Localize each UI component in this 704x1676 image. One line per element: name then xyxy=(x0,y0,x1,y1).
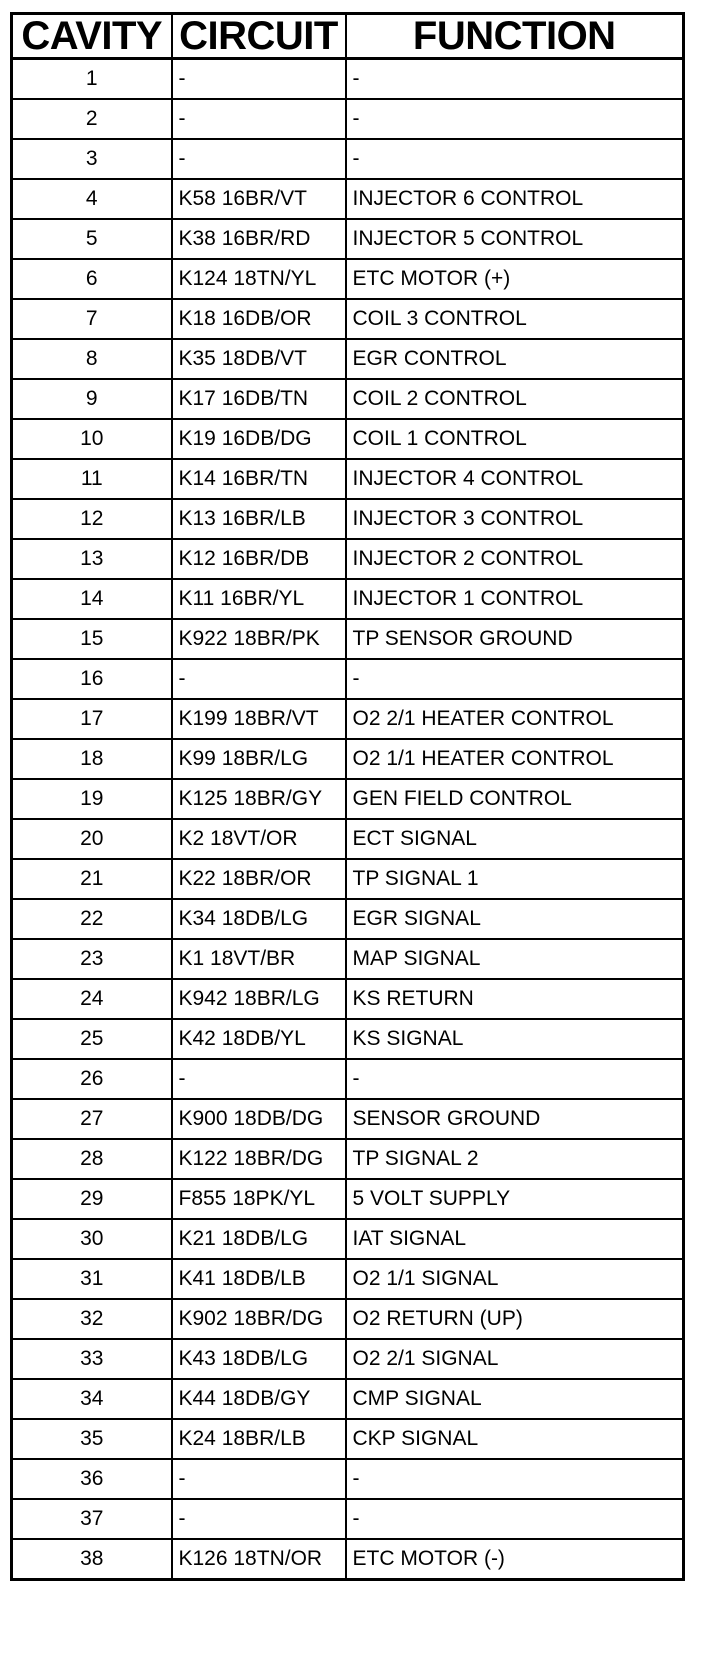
function-cell: O2 2/1 SIGNAL xyxy=(346,1339,684,1379)
function-cell: O2 RETURN (UP) xyxy=(346,1299,684,1339)
function-cell: EGR SIGNAL xyxy=(346,899,684,939)
function-cell: INJECTOR 5 CONTROL xyxy=(346,219,684,259)
cavity-cell: 16 xyxy=(12,659,172,699)
cavity-cell: 26 xyxy=(12,1059,172,1099)
function-cell: - xyxy=(346,139,684,179)
cavity-cell: 13 xyxy=(12,539,172,579)
cavity-cell: 24 xyxy=(12,979,172,1019)
cavity-cell: 11 xyxy=(12,459,172,499)
cavity-cell: 17 xyxy=(12,699,172,739)
cavity-cell: 34 xyxy=(12,1379,172,1419)
circuit-cell: - xyxy=(172,1459,346,1499)
table-row xyxy=(12,339,684,379)
cavity-cell: 28 xyxy=(12,1139,172,1179)
table-row xyxy=(12,1019,684,1059)
table-row xyxy=(12,1539,684,1580)
cavity-cell: 33 xyxy=(12,1339,172,1379)
circuit-cell: K13 16BR/LB xyxy=(172,499,346,539)
table-row xyxy=(12,459,684,499)
table-row xyxy=(12,1379,684,1419)
cavity-cell: 5 xyxy=(12,219,172,259)
header-function: FUNCTION xyxy=(346,14,684,59)
circuit-cell: K17 16DB/TN xyxy=(172,379,346,419)
circuit-cell: K99 18BR/LG xyxy=(172,739,346,779)
function-cell: ECT SIGNAL xyxy=(346,819,684,859)
circuit-cell: - xyxy=(172,1499,346,1539)
function-cell: - xyxy=(346,1499,684,1539)
circuit-cell: K43 18DB/LG xyxy=(172,1339,346,1379)
cavity-cell: 3 xyxy=(12,139,172,179)
circuit-cell: K21 18DB/LG xyxy=(172,1219,346,1259)
circuit-cell: - xyxy=(172,659,346,699)
cavity-cell: 30 xyxy=(12,1219,172,1259)
table-row xyxy=(12,699,684,739)
cavity-cell: 35 xyxy=(12,1419,172,1459)
header-row xyxy=(12,14,684,59)
table-row xyxy=(12,59,684,100)
table-row xyxy=(12,619,684,659)
cavity-cell: 23 xyxy=(12,939,172,979)
table-row xyxy=(12,1419,684,1459)
table-row xyxy=(12,419,684,459)
circuit-cell: K19 16DB/DG xyxy=(172,419,346,459)
table-header xyxy=(12,14,684,59)
circuit-cell: K14 16BR/TN xyxy=(172,459,346,499)
circuit-cell: K12 16BR/DB xyxy=(172,539,346,579)
cavity-cell: 27 xyxy=(12,1099,172,1139)
table-row xyxy=(12,179,684,219)
circuit-cell: K942 18BR/LG xyxy=(172,979,346,1019)
table-row xyxy=(12,939,684,979)
table-row xyxy=(12,299,684,339)
circuit-cell: K902 18BR/DG xyxy=(172,1299,346,1339)
table-row xyxy=(12,779,684,819)
cavity-cell: 18 xyxy=(12,739,172,779)
cavity-cell: 6 xyxy=(12,259,172,299)
table-row xyxy=(12,139,684,179)
table-row xyxy=(12,539,684,579)
table-row xyxy=(12,379,684,419)
table-row xyxy=(12,1099,684,1139)
function-cell: COIL 2 CONTROL xyxy=(346,379,684,419)
cavity-cell: 15 xyxy=(12,619,172,659)
circuit-cell: K22 18BR/OR xyxy=(172,859,346,899)
circuit-cell: K125 18BR/GY xyxy=(172,779,346,819)
table-row xyxy=(12,1179,684,1219)
circuit-cell: K126 18TN/OR xyxy=(172,1539,346,1580)
function-cell: CMP SIGNAL xyxy=(346,1379,684,1419)
table-row xyxy=(12,899,684,939)
table-row xyxy=(12,979,684,1019)
table-row xyxy=(12,1139,684,1179)
function-cell: INJECTOR 6 CONTROL xyxy=(346,179,684,219)
table-row xyxy=(12,1299,684,1339)
circuit-cell: - xyxy=(172,1059,346,1099)
cavity-cell: 22 xyxy=(12,899,172,939)
function-cell: COIL 3 CONTROL xyxy=(346,299,684,339)
function-cell: SENSOR GROUND xyxy=(346,1099,684,1139)
function-cell: CKP SIGNAL xyxy=(346,1419,684,1459)
table-row xyxy=(12,259,684,299)
table-row xyxy=(12,1499,684,1539)
connector-pinout-table xyxy=(10,12,685,1581)
function-cell: - xyxy=(346,1059,684,1099)
circuit-cell: F855 18PK/YL xyxy=(172,1179,346,1219)
circuit-cell: K38 16BR/RD xyxy=(172,219,346,259)
cavity-cell: 25 xyxy=(12,1019,172,1059)
function-cell: KS SIGNAL xyxy=(346,1019,684,1059)
header-cavity: CAVITY xyxy=(12,14,172,59)
function-cell: EGR CONTROL xyxy=(346,339,684,379)
cavity-cell: 12 xyxy=(12,499,172,539)
table-row xyxy=(12,219,684,259)
function-cell: KS RETURN xyxy=(346,979,684,1019)
function-cell: O2 1/1 HEATER CONTROL xyxy=(346,739,684,779)
header-circuit: CIRCUIT xyxy=(172,14,346,59)
cavity-cell: 8 xyxy=(12,339,172,379)
table-row xyxy=(12,659,684,699)
cavity-cell: 20 xyxy=(12,819,172,859)
table-row xyxy=(12,499,684,539)
circuit-cell: K42 18DB/YL xyxy=(172,1019,346,1059)
cavity-cell: 19 xyxy=(12,779,172,819)
circuit-cell: - xyxy=(172,59,346,100)
circuit-cell: K34 18DB/LG xyxy=(172,899,346,939)
cavity-cell: 1 xyxy=(12,59,172,100)
cavity-cell: 38 xyxy=(12,1539,172,1580)
circuit-cell: K1 18VT/BR xyxy=(172,939,346,979)
circuit-cell: K58 16BR/VT xyxy=(172,179,346,219)
circuit-cell: K2 18VT/OR xyxy=(172,819,346,859)
table-row xyxy=(12,1459,684,1499)
cavity-cell: 36 xyxy=(12,1459,172,1499)
table-row xyxy=(12,579,684,619)
function-cell: INJECTOR 4 CONTROL xyxy=(346,459,684,499)
circuit-cell: K122 18BR/DG xyxy=(172,1139,346,1179)
cavity-cell: 10 xyxy=(12,419,172,459)
function-cell: INJECTOR 1 CONTROL xyxy=(346,579,684,619)
function-cell: - xyxy=(346,659,684,699)
circuit-cell: K900 18DB/DG xyxy=(172,1099,346,1139)
circuit-cell: K124 18TN/YL xyxy=(172,259,346,299)
cavity-cell: 7 xyxy=(12,299,172,339)
circuit-cell: K11 16BR/YL xyxy=(172,579,346,619)
table-row xyxy=(12,1219,684,1259)
function-cell: TP SIGNAL 2 xyxy=(346,1139,684,1179)
circuit-cell: K44 18DB/GY xyxy=(172,1379,346,1419)
table-row xyxy=(12,739,684,779)
circuit-cell: - xyxy=(172,139,346,179)
function-cell: - xyxy=(346,1459,684,1499)
function-cell: ETC MOTOR (-) xyxy=(346,1539,684,1580)
cavity-cell: 2 xyxy=(12,99,172,139)
cavity-cell: 21 xyxy=(12,859,172,899)
circuit-cell: K35 18DB/VT xyxy=(172,339,346,379)
table-row xyxy=(12,1339,684,1379)
table-row xyxy=(12,859,684,899)
table-row xyxy=(12,99,684,139)
function-cell: INJECTOR 2 CONTROL xyxy=(346,539,684,579)
circuit-cell: - xyxy=(172,99,346,139)
circuit-cell: K41 18DB/LB xyxy=(172,1259,346,1299)
function-cell: INJECTOR 3 CONTROL xyxy=(346,499,684,539)
table-row xyxy=(12,1259,684,1299)
cavity-cell: 32 xyxy=(12,1299,172,1339)
function-cell: O2 1/1 SIGNAL xyxy=(346,1259,684,1299)
table-row xyxy=(12,1059,684,1099)
circuit-cell: K24 18BR/LB xyxy=(172,1419,346,1459)
function-cell: - xyxy=(346,59,684,100)
circuit-cell: K199 18BR/VT xyxy=(172,699,346,739)
cavity-cell: 4 xyxy=(12,179,172,219)
function-cell: ETC MOTOR (+) xyxy=(346,259,684,299)
function-cell: GEN FIELD CONTROL xyxy=(346,779,684,819)
cavity-cell: 37 xyxy=(12,1499,172,1539)
table-body xyxy=(12,59,684,1580)
function-cell: TP SIGNAL 1 xyxy=(346,859,684,899)
circuit-cell: K922 18BR/PK xyxy=(172,619,346,659)
cavity-cell: 29 xyxy=(12,1179,172,1219)
function-cell: O2 2/1 HEATER CONTROL xyxy=(346,699,684,739)
function-cell: COIL 1 CONTROL xyxy=(346,419,684,459)
function-cell: 5 VOLT SUPPLY xyxy=(346,1179,684,1219)
cavity-cell: 9 xyxy=(12,379,172,419)
circuit-cell: K18 16DB/OR xyxy=(172,299,346,339)
cavity-cell: 31 xyxy=(12,1259,172,1299)
function-cell: - xyxy=(346,99,684,139)
function-cell: IAT SIGNAL xyxy=(346,1219,684,1259)
function-cell: MAP SIGNAL xyxy=(346,939,684,979)
table-row xyxy=(12,819,684,859)
function-cell: TP SENSOR GROUND xyxy=(346,619,684,659)
cavity-cell: 14 xyxy=(12,579,172,619)
